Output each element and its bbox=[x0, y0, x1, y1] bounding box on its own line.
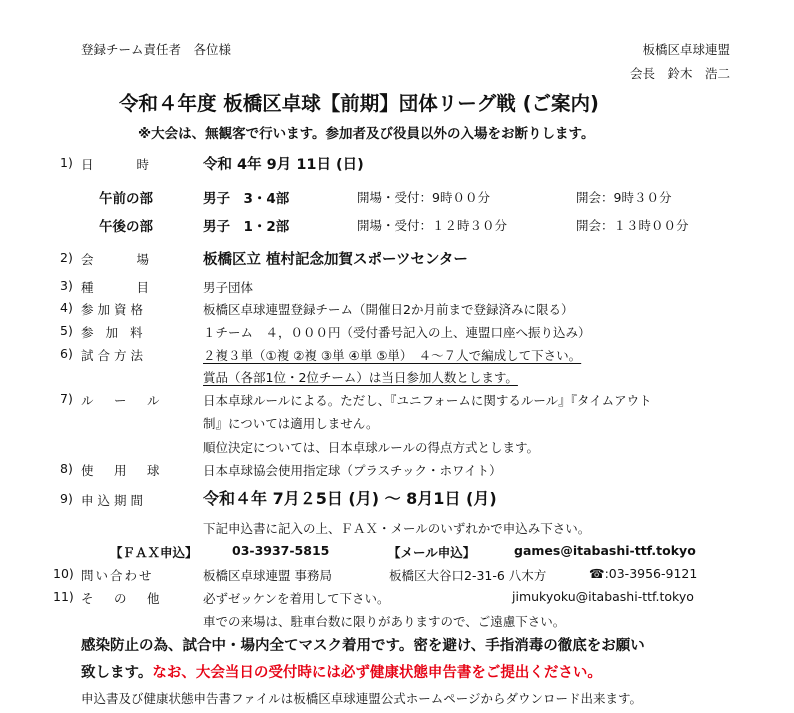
eligibility-label: 参加資格 bbox=[81, 302, 148, 317]
contact-label: 問い合わせ bbox=[81, 568, 154, 583]
chairperson: 会長 鈴木 浩二 bbox=[629, 66, 730, 81]
item-number: 4) bbox=[60, 300, 73, 315]
fee-label: 参 加 料 bbox=[81, 325, 147, 340]
office-email[interactable]: jimukyoku@itabashi-ttf.tokyo bbox=[512, 589, 694, 604]
organization: 板橋区卓球連盟 bbox=[642, 42, 730, 57]
morning-session-label: 午前の部 bbox=[99, 191, 153, 207]
rules-line-1: 日本卓球ルールによる。ただし、『ユニフォームに関するルール』『タイムアウト bbox=[203, 393, 652, 408]
eligibility-value: 板橋区卓球連盟登録チーム（開催日2か月前まで登録済みに限る） bbox=[203, 302, 574, 317]
health-form-notice-alert: なお、大会当日の受付時には必ず健康状態申告書をご提出ください。 bbox=[152, 665, 602, 681]
health-form-notice-lead: 致します。 bbox=[81, 665, 153, 681]
morning-session-division: 男子 3・4部 bbox=[203, 191, 290, 207]
mask-notice: 感染防止の為、試合中・場内全てマスク着用です。密を避け、手指消毒の徹底をお願い bbox=[81, 638, 645, 654]
afternoon-session-opening: 開会：１３時００分 bbox=[576, 218, 689, 233]
contact-address: 板橋区大谷口2-31-6 八木方 bbox=[389, 568, 547, 583]
application-period: 令和４年 7月２5日 (月) ～ 8月1日 (月) bbox=[203, 489, 497, 508]
item-number: 7) bbox=[60, 391, 73, 406]
item-number: 1) bbox=[60, 155, 73, 170]
item-number: 2) bbox=[60, 250, 73, 265]
application-instruction: 下記申込書に記入の上、ＦＡＸ・メールのいずれかで申込み下さい。 bbox=[203, 521, 591, 536]
method-label: 試合方法 bbox=[81, 348, 148, 363]
page-title: 令和４年度 板橋区卓球【前期】団体リーグ戦 (ご案内) bbox=[119, 92, 599, 115]
ball-label: 使 用 球 bbox=[81, 463, 164, 478]
prize-note: 賞品（各部1位・2位チーム）は当日参加人数とします。 bbox=[203, 370, 518, 385]
audience-notice: ※大会は、無観客で行います。参加者及び役員以外の入場をお断りします。 bbox=[138, 126, 595, 142]
fax-label: 【ＦＡＸ申込】 bbox=[110, 545, 198, 560]
item-number: 9) bbox=[60, 491, 73, 506]
morning-session-reception: 開場・受付：9時００分 bbox=[357, 190, 490, 205]
parking-notice: 車での来場は、駐車台数に限りがありますので、ご遠慮下さい。 bbox=[203, 614, 566, 629]
mail-label: 【メール申込】 bbox=[388, 545, 476, 560]
item-number: 3) bbox=[60, 278, 73, 293]
event-date: 令和 4年 9月 11日 (日) bbox=[203, 157, 364, 173]
application-label: 申込期間 bbox=[81, 493, 148, 508]
health-form-notice bbox=[81, 661, 602, 682]
item-number: 10) bbox=[53, 566, 74, 581]
afternoon-session-label: 午後の部 bbox=[99, 219, 153, 235]
other-label: そ の 他 bbox=[81, 591, 164, 606]
venue-name: 板橋区立 植村記念加賀スポーツセンター bbox=[203, 252, 468, 268]
fax-number: 03-3937-5815 bbox=[232, 543, 330, 558]
ball-value: 日本卓球協会使用指定球（プラスチック・ホワイト） bbox=[203, 463, 502, 478]
item-number: 6) bbox=[60, 346, 73, 361]
contact-phone: ☎:03-3956-9121 bbox=[589, 566, 698, 581]
item-number: 11) bbox=[53, 589, 74, 604]
afternoon-session-reception: 開場・受付：１２時３０分 bbox=[357, 218, 508, 233]
item-number: 8) bbox=[60, 461, 73, 476]
item-number: 5) bbox=[60, 323, 73, 338]
event-type-value: 男子団体 bbox=[203, 280, 254, 295]
fee-value: １チーム ４，０００円（受付番号記入の上、連盟口座へ振り込み） bbox=[203, 325, 591, 340]
bib-notice: 必ずゼッケンを着用して下さい。 bbox=[203, 591, 390, 606]
rules-line-2: 制』については適用しません。 bbox=[203, 416, 379, 431]
event-type-label: 種 目 bbox=[81, 280, 156, 295]
afternoon-session-division: 男子 1・2部 bbox=[203, 219, 290, 235]
contact-office: 板橋区卓球連盟 事務局 bbox=[203, 568, 332, 583]
match-format: ２複３単（①複 ②複 ③単 ④単 ⑤単） ４～７人で編成して下さい。 bbox=[203, 348, 582, 363]
mail-address[interactable]: games@itabashi-ttf.tokyo bbox=[514, 543, 696, 558]
download-notice: 申込書及び健康状態申告書ファイルは板橋区卓球連盟公式ホームページからダウンロード出来ます。 bbox=[81, 691, 643, 706]
morning-session-opening: 開会：9時３０分 bbox=[576, 190, 672, 205]
date-label: 日 時 bbox=[81, 157, 156, 172]
rules-line-3: 順位決定については、日本卓球ルールの得点方式とします。 bbox=[203, 440, 540, 455]
recipient: 登録チーム責任者 各位様 bbox=[81, 42, 232, 57]
rules-label: ル ー ル bbox=[81, 393, 164, 408]
venue-label: 会 場 bbox=[81, 252, 156, 267]
